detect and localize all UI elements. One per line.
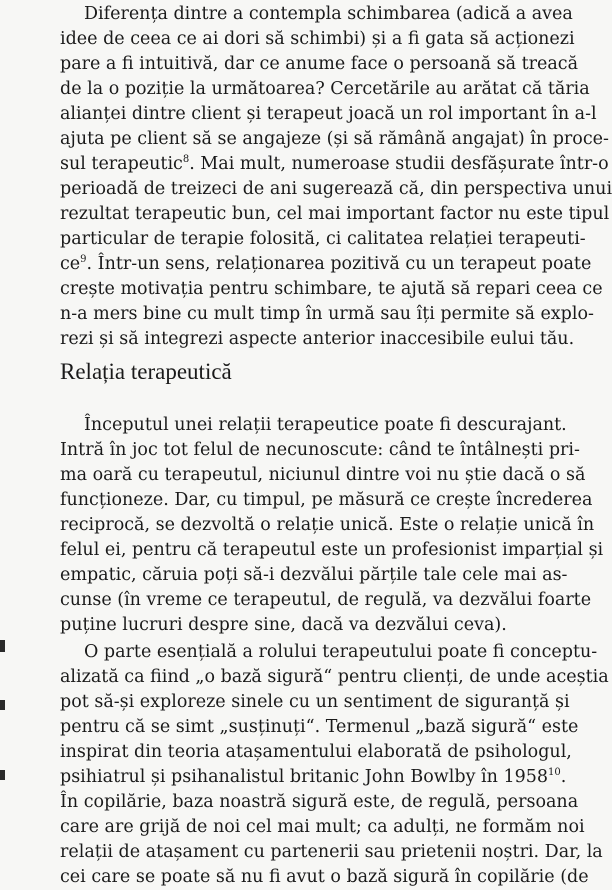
text-line: rezultat terapeutic bun, cel mai important factor nu este tipul bbox=[60, 204, 610, 224]
text-line: O parte esențială a rolului terapeutului poate fi conceptu- bbox=[84, 642, 598, 662]
text-line: alianței dintre client și terapeut joacă un rol important în a-l bbox=[60, 104, 597, 124]
footnote-marker: 9 bbox=[80, 254, 87, 266]
text-line: funcționeze. Dar, cu timpul, pe măsură ce crește încrederea bbox=[60, 490, 593, 510]
page-edge-mark bbox=[0, 770, 5, 780]
section-heading: Relația terapeutică bbox=[60, 359, 232, 384]
text-segment: ce bbox=[60, 254, 81, 274]
text-line: felul ei, pentru că terapeutul este un profesionist imparțial și bbox=[60, 540, 604, 560]
text-line: puține lucruri despre sine, dacă va dezvălui ceva). bbox=[60, 615, 507, 635]
text-line: de la o poziție la următoarea? Cercetările au arătat că tăria bbox=[60, 79, 590, 99]
text-line bbox=[60, 252, 592, 277]
text-segment: . Într-un sens, relaționarea pozitivă cu un terapeut poate bbox=[86, 254, 592, 274]
page-edge-mark bbox=[0, 700, 5, 710]
text-segment: . bbox=[560, 767, 567, 787]
text-line: cei care se poate să nu fi avut o bază sigură în copilărie (de bbox=[60, 867, 589, 887]
text-line: crește motivația pentru schimbare, te ajută să repari ceea ce bbox=[60, 279, 603, 299]
text-line: empatic, căruia poți să-i dezvălui părțile tale cele mai as- bbox=[60, 565, 568, 585]
text-line: cunse (în vreme ce terapeutul, de regulă, va dezvălui foarte bbox=[60, 590, 592, 610]
text-line: pare a fi intuitivă, dar ce anume face o persoană să treacă bbox=[60, 54, 579, 74]
text-line: Începutul unei relații terapeutice poate fi descurajant. bbox=[84, 415, 567, 435]
text-line: particular de terapie folosită, ci calitatea relației terapeuti- bbox=[60, 229, 586, 249]
text-line: Intră în joc tot felul de necunoscute: când te întâlnești pri- bbox=[60, 440, 580, 460]
text-line bbox=[60, 765, 567, 790]
text-line: idee de ceea ce ai dori să schimbi) și a fi gata să acționezi bbox=[60, 29, 575, 49]
text-line: perioadă de treizeci de ani sugerează că, din perspectiva unui bbox=[60, 179, 612, 199]
text-line: pentru că se simt „susținuți“. Termenul „bază sigură“ este bbox=[60, 717, 579, 737]
text-line: reciprocă, se dezvoltă o relație unică. Este o relație unică în bbox=[60, 515, 595, 535]
text-segment: psihiatrul și psihanalistul britanic John Bowlby în 1958 bbox=[60, 767, 548, 787]
text-line: În copilărie, baza noastră sigură este, de regulă, persoana bbox=[60, 792, 579, 812]
page-edge-mark bbox=[0, 640, 5, 652]
text-line: ajuta pe client să se angajeze (și să rămână angajat) în proce- bbox=[60, 129, 609, 149]
text-line: Diferența dintre a contempla schimbarea (adică a avea bbox=[84, 4, 573, 24]
text-line: ma oară cu terapeutul, niciunul dintre voi nu știe dacă o să bbox=[60, 465, 586, 485]
text-line: care are grijă de noi cel mai mult; ca adulți, ne formăm noi bbox=[60, 817, 585, 837]
text-line: inspirat din teoria atașamentului elaborată de psihologul, bbox=[60, 742, 572, 762]
text-line: rezi și să integrezi aspecte anterior inaccesibile eului tău. bbox=[60, 329, 575, 349]
footnote-marker: 10 bbox=[547, 767, 561, 779]
text-segment: sul terapeutic bbox=[60, 154, 183, 174]
text-line: alizată ca fiind „o bază sigură“ pentru clienți, de unde aceștia bbox=[60, 667, 609, 687]
text-segment: . Mai mult, numeroase studii desfășurate într-o bbox=[189, 154, 609, 174]
text-line: n-a mers bine cu mult timp în urmă sau îți permite să explo- bbox=[60, 304, 594, 324]
footnote-marker: 8 bbox=[182, 154, 190, 166]
text-line: pot să-și exploreze sinele cu un sentiment de siguranță și bbox=[60, 692, 570, 712]
text-line: relații de atașament cu partenerii sau prietenii noștri. Dar, la bbox=[60, 842, 603, 862]
text-line bbox=[60, 152, 609, 177]
